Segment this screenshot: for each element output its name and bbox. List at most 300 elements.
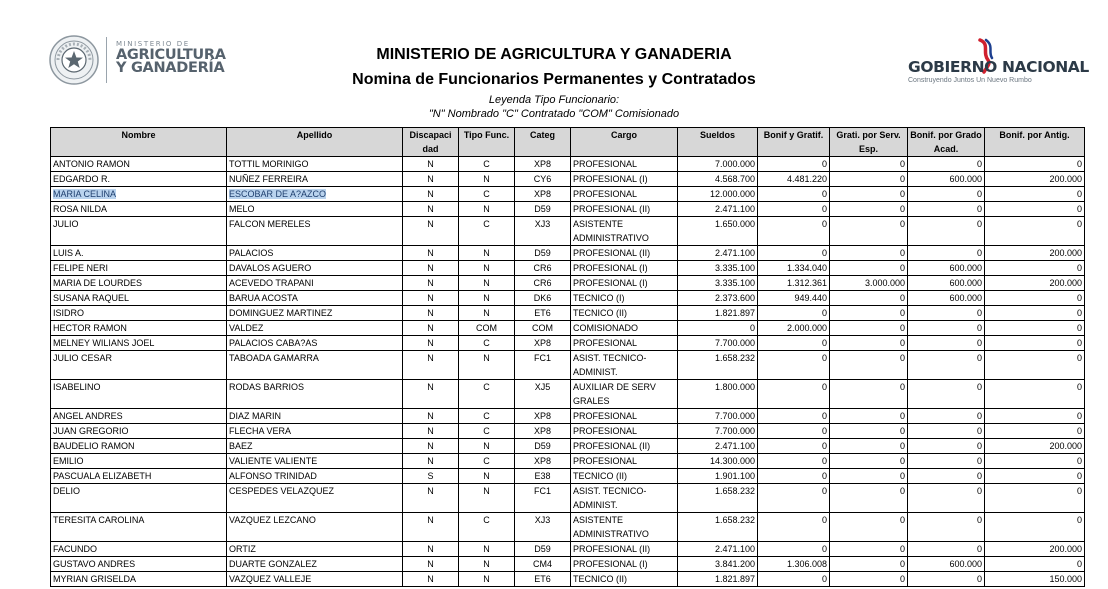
document-subtitle: Nomina de Funcionarios Permanentes y Contratados [352,71,756,88]
cell-sueldos: 1.658.232 [678,513,758,542]
cell-categ: FC1 [515,351,571,380]
cell-tipo-func: C [459,424,515,439]
cell-bonif-antig: 0 [985,187,1085,202]
gov-logo-text: GOBIERNO NACIONAL [908,58,1089,76]
cell-grati-serv-esp: 0 [830,513,908,542]
cell-cargo: COMISIONADO [571,321,678,336]
cell-discapacidad: N [403,321,459,336]
cell-categ: CY6 [515,172,571,187]
cell-bonif-grado-acad: 0 [908,321,985,336]
cell-apellido: DOMINGUEZ MARTINEZ [227,306,403,321]
table-row [51,557,1085,572]
table-row [51,380,1085,409]
cell-cargo: TECNICO (II) [571,572,678,587]
cell-bonif-antig: 0 [985,157,1085,172]
document-title: MINISTERIO DE AGRICULTURA Y GANADERIA [376,46,732,63]
cell-bonif-gratif: 0 [758,157,830,172]
cell-categ: ET6 [515,306,571,321]
cell-apellido: TABOADA GAMARRA [227,351,403,380]
cell-cargo: ASISTENTE ADMINISTRATIVO [571,217,678,246]
cell-tipo-func: N [459,439,515,454]
table-row [51,572,1085,587]
cell-grati-serv-esp: 0 [830,439,908,454]
cell-bonif-grado-acad: 0 [908,409,985,424]
cell-bonif-grado-acad: 0 [908,484,985,513]
cell-grati-serv-esp: 0 [830,351,908,380]
cell-bonif-grado-acad: 0 [908,513,985,542]
cell-apellido: BARUA ACOSTA [227,291,403,306]
cell-tipo-func: N [459,172,515,187]
table-row [51,187,1085,202]
cell-categ: XP8 [515,336,571,351]
cell-sueldos: 3.335.100 [678,276,758,291]
column-header-categ: Categ [515,128,571,157]
cell-sueldos: 2.373.600 [678,291,758,306]
cell-cargo: TECNICO (II) [571,469,678,484]
column-header-tipo-func: Tipo Func. [459,128,515,157]
cell-categ: ET6 [515,572,571,587]
cell-categ: E38 [515,469,571,484]
cell-bonif-grado-acad: 0 [908,542,985,557]
cell-bonif-gratif: 0 [758,202,830,217]
table-row [51,542,1085,557]
table-row [51,351,1085,380]
cell-nombre: JULIO [51,217,227,246]
cell-apellido: TOTTIL MORINIGO [227,157,403,172]
cell-cargo: PROFESIONAL [571,187,678,202]
cell-cargo: PROFESIONAL (II) [571,542,678,557]
table-row [51,321,1085,336]
cell-nombre: ISABELINO [51,380,227,409]
cell-bonif-antig: 0 [985,380,1085,409]
legend-text: "N" Nombrado "C" Contratado "COM" Comisionado [428,108,680,120]
cell-nombre: FELIPE NERI [51,261,227,276]
cell-apellido: VAZQUEZ LEZCANO [227,513,403,542]
cell-nombre: MYRIAN GRISELDA [51,572,227,587]
cell-apellido: ACEVEDO TRAPANI [227,276,403,291]
table-row [51,454,1085,469]
cell-tipo-func: C [459,380,515,409]
cell-cargo: PROFESIONAL [571,409,678,424]
cell-categ: D59 [515,542,571,557]
legend-title: Leyenda Tipo Funcionario: [488,94,620,106]
cell-grati-serv-esp: 0 [830,202,908,217]
document-header [0,0,1089,125]
cell-bonif-antig: 0 [985,484,1085,513]
cell-apellido: FALCON MERELES [227,217,403,246]
cell-categ: D59 [515,202,571,217]
cell-cargo: PROFESIONAL [571,336,678,351]
cell-bonif-grado-acad: 0 [908,572,985,587]
cell-sueldos: 1.800.000 [678,380,758,409]
cell-bonif-grado-acad: 0 [908,336,985,351]
cell-nombre: LUIS A. [51,246,227,261]
cell-bonif-gratif: 0 [758,306,830,321]
cell-nombre: SUSANA RAQUEL [51,291,227,306]
cell-bonif-grado-acad: 0 [908,424,985,439]
cell-sueldos: 1.821.897 [678,572,758,587]
cell-sueldos: 1.650.000 [678,217,758,246]
column-header-cargo: Cargo [571,128,678,157]
table-row [51,291,1085,306]
cell-categ: XP8 [515,157,571,172]
cell-bonif-grado-acad: 0 [908,202,985,217]
cell-apellido: FLECHA VERA [227,424,403,439]
cell-bonif-antig: 200.000 [985,542,1085,557]
cell-nombre: HECTOR RAMON [51,321,227,336]
column-header-sueldos: Sueldos [678,128,758,157]
cell-cargo: TECNICO (II) [571,306,678,321]
cell-bonif-gratif: 0 [758,542,830,557]
cell-sueldos: 2.471.100 [678,542,758,557]
cell-tipo-func: N [459,306,515,321]
cell-bonif-antig: 200.000 [985,439,1085,454]
cell-sueldos: 3.335.100 [678,261,758,276]
cell-grati-serv-esp: 3.000.000 [830,276,908,291]
cell-discapacidad: N [403,439,459,454]
cell-cargo: ASISTENTE ADMINISTRATIVO [571,513,678,542]
cell-nombre: ROSA NILDA [51,202,227,217]
cell-bonif-grado-acad: 0 [908,351,985,380]
cell-bonif-antig: 0 [985,351,1085,380]
table-body [51,157,1085,587]
payroll-table [50,127,1085,587]
cell-grati-serv-esp: 0 [830,409,908,424]
cell-nombre: EMILIO [51,454,227,469]
cell-grati-serv-esp: 0 [830,172,908,187]
cell-categ: XJ3 [515,217,571,246]
cell-sueldos: 1.658.232 [678,484,758,513]
cell-sueldos: 2.471.100 [678,246,758,261]
cell-tipo-func: N [459,246,515,261]
cell-cargo: PROFESIONAL (II) [571,246,678,261]
cell-tipo-func: N [459,202,515,217]
cell-bonif-antig: 0 [985,291,1085,306]
cell-cargo: PROFESIONAL (I) [571,276,678,291]
cell-apellido: DIAZ MARIN [227,409,403,424]
cell-nombre: DELIO [51,484,227,513]
cell-tipo-func: N [459,572,515,587]
cell-nombre: ANGEL ANDRES [51,409,227,424]
cell-grati-serv-esp: 0 [830,321,908,336]
column-header-nombre: Nombre [51,128,227,157]
cell-nombre: JUAN GREGORIO [51,424,227,439]
cell-tipo-func: N [459,484,515,513]
cell-tipo-func: C [459,336,515,351]
cell-grati-serv-esp: 0 [830,261,908,276]
column-header-discapacidad: Discapaci dad [403,128,459,157]
cell-sueldos: 4.568.700 [678,172,758,187]
cell-grati-serv-esp: 0 [830,187,908,202]
cell-nombre: GUSTAVO ANDRES [51,557,227,572]
cell-cargo: ASIST. TECNICO-ADMINIST. [571,484,678,513]
cell-bonif-grado-acad: 600.000 [908,261,985,276]
cell-bonif-antig: 150.000 [985,572,1085,587]
cell-apellido: VALDEZ [227,321,403,336]
cell-tipo-func: N [459,542,515,557]
cell-discapacidad: N [403,513,459,542]
cell-categ: D59 [515,246,571,261]
cell-nombre: BAUDELIO RAMON [51,439,227,454]
cell-discapacidad: N [403,572,459,587]
table-row [51,424,1085,439]
cell-bonif-antig: 200.000 [985,276,1085,291]
table-row [51,202,1085,217]
cell-cargo: PROFESIONAL (II) [571,202,678,217]
cell-bonif-gratif: 0 [758,336,830,351]
cell-sueldos: 7.700.000 [678,424,758,439]
cell-tipo-func: N [459,557,515,572]
cell-tipo-func: C [459,217,515,246]
cell-cargo: PROFESIONAL (I) [571,261,678,276]
cell-discapacidad: N [403,484,459,513]
cell-discapacidad: N [403,291,459,306]
cell-bonif-gratif: 0 [758,217,830,246]
cell-discapacidad: N [403,246,459,261]
cell-tipo-func: N [459,291,515,306]
cell-grati-serv-esp: 0 [830,246,908,261]
cell-discapacidad: N [403,351,459,380]
cell-discapacidad: N [403,542,459,557]
cell-tipo-func: N [459,276,515,291]
cell-bonif-antig: 0 [985,513,1085,542]
cell-bonif-grado-acad: 0 [908,187,985,202]
cell-bonif-gratif: 0 [758,409,830,424]
cell-bonif-gratif: 0 [758,513,830,542]
cell-bonif-gratif: 0 [758,187,830,202]
cell-cargo: AUXILIAR DE SERV GRALES [571,380,678,409]
cell-bonif-antig: 0 [985,469,1085,484]
cell-bonif-antig: 0 [985,306,1085,321]
cell-discapacidad: N [403,187,459,202]
cell-tipo-func: N [459,469,515,484]
cell-categ: XP8 [515,454,571,469]
cell-grati-serv-esp: 0 [830,572,908,587]
cell-bonif-grado-acad: 600.000 [908,291,985,306]
table-row [51,513,1085,542]
cell-cargo: PROFESIONAL [571,454,678,469]
cell-apellido: MELO [227,202,403,217]
cell-grati-serv-esp: 0 [830,336,908,351]
cell-discapacidad: N [403,157,459,172]
cell-apellido: PALACIOS CABA?AS [227,336,403,351]
cell-categ: XJ3 [515,513,571,542]
cell-bonif-grado-acad: 0 [908,306,985,321]
cell-cargo: ASIST. TECNICO-ADMINIST. [571,351,678,380]
cell-sueldos: 2.471.100 [678,439,758,454]
cell-bonif-gratif: 1.306.008 [758,557,830,572]
cell-discapacidad: N [403,202,459,217]
cell-tipo-func: C [459,409,515,424]
table-row [51,484,1085,513]
cell-apellido: ALFONSO TRINIDAD [227,469,403,484]
cell-discapacidad: N [403,172,459,187]
cell-grati-serv-esp: 0 [830,306,908,321]
cell-nombre [51,187,227,202]
cell-tipo-func: C [459,157,515,172]
table-row [51,261,1085,276]
cell-discapacidad: N [403,336,459,351]
table-row [51,172,1085,187]
cell-nombre: ANTONIO RAMON [51,157,227,172]
selected-text: ESCOBAR DE A?AZCO [229,189,327,199]
cell-bonif-gratif: 1.334.040 [758,261,830,276]
cell-categ: CR6 [515,276,571,291]
cell-categ: XP8 [515,187,571,202]
table-row [51,409,1085,424]
ministry-logo-small-text: MINISTERIO DE [116,40,190,48]
cell-bonif-gratif: 1.312.361 [758,276,830,291]
cell-bonif-gratif: 0 [758,469,830,484]
cell-bonif-antig: 200.000 [985,246,1085,261]
cell-tipo-func: COM [459,321,515,336]
cell-apellido [227,187,403,202]
cell-bonif-antig: 200.000 [985,172,1085,187]
cell-grati-serv-esp: 0 [830,454,908,469]
cell-sueldos: 7.700.000 [678,409,758,424]
gov-logo-subtext: Construyendo Juntos Un Nuevo Rumbo [908,77,1032,84]
cell-discapacidad: N [403,409,459,424]
cell-apellido: DAVALOS AGUERO [227,261,403,276]
table-row [51,246,1085,261]
cell-sueldos: 7.700.000 [678,336,758,351]
gobierno-nacional-logo [908,38,1089,88]
cell-bonif-gratif: 0 [758,572,830,587]
cell-bonif-grado-acad: 0 [908,380,985,409]
cell-discapacidad: N [403,217,459,246]
cell-categ: D59 [515,439,571,454]
cell-categ: DK6 [515,291,571,306]
cell-sueldos: 1.901.100 [678,469,758,484]
column-header-apellido: Apellido [227,128,403,157]
cell-bonif-grado-acad: 600.000 [908,557,985,572]
cell-discapacidad: N [403,380,459,409]
cell-bonif-antig: 0 [985,202,1085,217]
cell-nombre: FACUNDO [51,542,227,557]
table-row [51,469,1085,484]
cell-bonif-grado-acad: 0 [908,157,985,172]
cell-bonif-grado-acad: 600.000 [908,172,985,187]
cell-apellido: BAEZ [227,439,403,454]
cell-tipo-func: N [459,351,515,380]
cell-nombre: MARIA DE LOURDES [51,276,227,291]
cell-nombre: MELNEY WILIANS JOEL [51,336,227,351]
cell-bonif-gratif: 0 [758,424,830,439]
cell-bonif-grado-acad: 0 [908,454,985,469]
cell-grati-serv-esp: 0 [830,380,908,409]
cell-nombre: PASCUALA ELIZABETH [51,469,227,484]
ministry-logo-line2: Y GANADERÍA [116,60,225,76]
cell-tipo-func: C [459,454,515,469]
column-header-bonif-antig: Bonif. por Antig. [985,128,1085,157]
cell-categ: XP8 [515,409,571,424]
column-header-bonif-grado-acad: Bonif. por Grado Acad. [908,128,985,157]
cell-grati-serv-esp: 0 [830,484,908,513]
cell-bonif-grado-acad: 0 [908,439,985,454]
cell-sueldos: 2.471.100 [678,202,758,217]
cell-apellido: VALIENTE VALIENTE [227,454,403,469]
cell-categ: CM4 [515,557,571,572]
cell-bonif-grado-acad: 0 [908,217,985,246]
cell-bonif-grado-acad: 0 [908,469,985,484]
table-row [51,276,1085,291]
cell-bonif-antig: 0 [985,261,1085,276]
cell-apellido: NUÑEZ FERREIRA [227,172,403,187]
cell-apellido: PALACIOS [227,246,403,261]
cell-categ: CR6 [515,261,571,276]
column-header-grati-serv-esp: Grati. por Serv. Esp. [830,128,908,157]
cell-discapacidad: N [403,261,459,276]
cell-grati-serv-esp: 0 [830,291,908,306]
cell-discapacidad: N [403,454,459,469]
cell-bonif-grado-acad: 0 [908,246,985,261]
cell-cargo: PROFESIONAL (II) [571,439,678,454]
cell-bonif-antig: 0 [985,217,1085,246]
cell-bonif-gratif: 0 [758,454,830,469]
cell-bonif-gratif: 0 [758,380,830,409]
cell-bonif-antig: 0 [985,424,1085,439]
cell-bonif-gratif: 0 [758,351,830,380]
cell-bonif-gratif: 0 [758,439,830,454]
table-row [51,217,1085,246]
cell-categ: XJ5 [515,380,571,409]
cell-bonif-gratif: 4.481.220 [758,172,830,187]
cell-grati-serv-esp: 0 [830,469,908,484]
cell-categ: FC1 [515,484,571,513]
cell-cargo: PROFESIONAL [571,157,678,172]
cell-sueldos: 1.658.232 [678,351,758,380]
cell-tipo-func: C [459,187,515,202]
cell-cargo: PROFESIONAL (I) [571,557,678,572]
cell-sueldos: 0 [678,321,758,336]
table-row [51,439,1085,454]
cell-cargo: PROFESIONAL [571,424,678,439]
selected-text: MARIA CELINA [53,189,117,199]
cell-nombre: JULIO CESAR [51,351,227,380]
table-row [51,306,1085,321]
cell-bonif-antig: 0 [985,557,1085,572]
table-row [51,336,1085,351]
cell-bonif-gratif: 2.000.000 [758,321,830,336]
cell-apellido: CESPEDES VELAZQUEZ [227,484,403,513]
ministry-logo-line1: AGRICULTURA [116,47,226,63]
cell-grati-serv-esp: 0 [830,424,908,439]
cell-bonif-antig: 0 [985,321,1085,336]
table-row [51,157,1085,172]
cell-cargo: TECNICO (I) [571,291,678,306]
cell-nombre: ISIDRO [51,306,227,321]
cell-discapacidad: N [403,276,459,291]
cell-grati-serv-esp: 0 [830,157,908,172]
cell-nombre: TERESITA CAROLINA [51,513,227,542]
cell-grati-serv-esp: 0 [830,542,908,557]
cell-discapacidad: N [403,306,459,321]
cell-categ: COM [515,321,571,336]
cell-bonif-antig: 0 [985,409,1085,424]
cell-sueldos: 3.841.200 [678,557,758,572]
cell-bonif-antig: 0 [985,454,1085,469]
cell-sueldos: 7.000.000 [678,157,758,172]
cell-cargo: PROFESIONAL (I) [571,172,678,187]
cell-tipo-func: N [459,261,515,276]
cell-apellido: VAZQUEZ VALLEJE [227,572,403,587]
cell-categ: XP8 [515,424,571,439]
cell-grati-serv-esp: 0 [830,557,908,572]
cell-bonif-antig: 0 [985,336,1085,351]
cell-discapacidad: N [403,557,459,572]
cell-apellido: ORTIZ [227,542,403,557]
cell-apellido: DUARTE GONZALEZ [227,557,403,572]
